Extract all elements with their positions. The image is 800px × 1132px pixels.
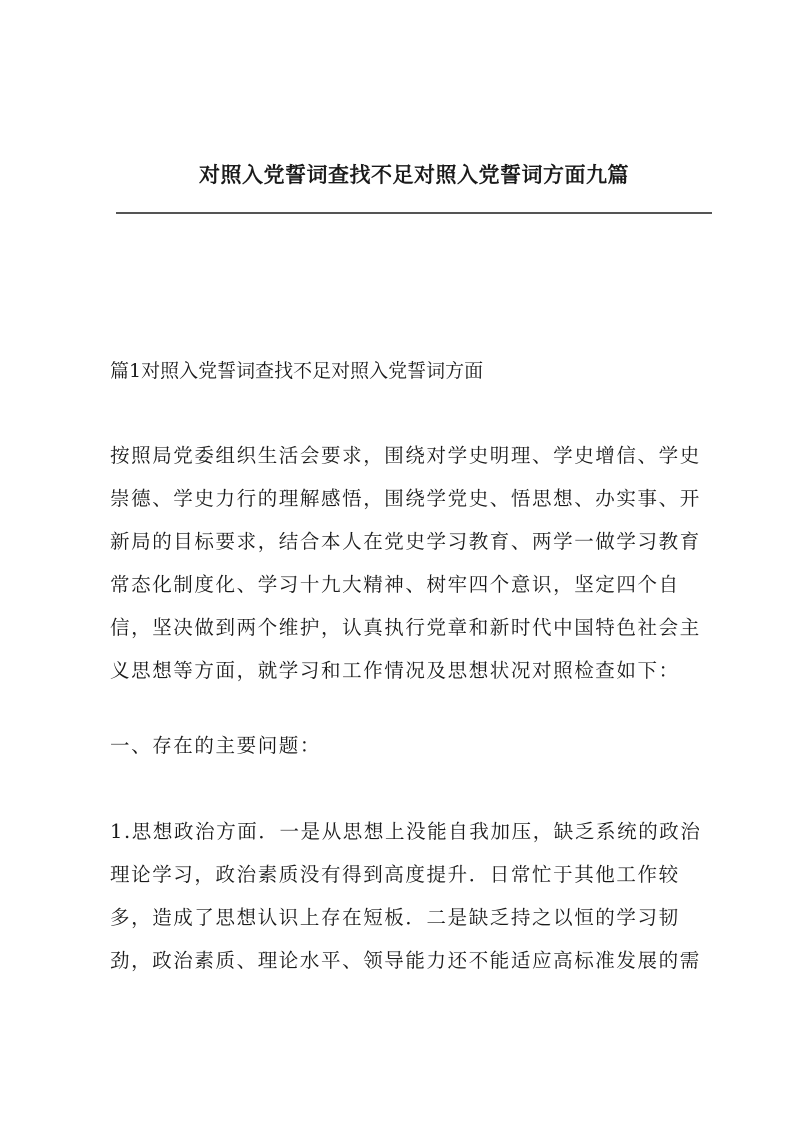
- section-heading: 篇1对照入党誓词查找不足对照入党誓词方面: [110, 360, 484, 382]
- subheading-main-problems: 一、存在的主要问题：: [110, 734, 322, 757]
- paragraph-line: 理论学习，政治素质没有得到高度提升．日常忙于其他工作较: [110, 863, 680, 886]
- title-underline-rule: [116, 212, 712, 214]
- paragraph-line: 崇德、学史力行的理解感悟，围绕学党史、悟思想、办实事、开: [110, 487, 701, 510]
- paragraph-line: 按照局党委组织生活会要求，围绕对学史明理、学史增信、学史: [110, 444, 701, 467]
- paragraph-line: 1.思想政治方面．一是从思想上没能自我加压，缺乏系统的政治: [110, 820, 702, 843]
- document-title: 对照入党誓词查找不足对照入党誓词方面九篇: [199, 162, 629, 187]
- paragraph-line: 劲，政治素质、理论水平、领导能力还不能适应高标准发展的需: [110, 949, 701, 972]
- paragraph-line: 信，坚决做到两个维护，认真执行党章和新时代中国特色社会主: [110, 616, 701, 639]
- paragraph-political-thought: [110, 810, 710, 982]
- paragraph-line: 多，造成了思想认识上存在短板．二是缺乏持之以恒的学习韧: [110, 906, 680, 929]
- paragraph-line: 常态化制度化、学习十九大精神、树牢四个意识，坚定四个自: [110, 573, 680, 596]
- paragraph-line: 新局的目标要求，结合本人在党史学习教育、两学一做学习教育: [110, 530, 701, 553]
- paragraph-intro: [110, 434, 710, 692]
- paragraph-line: 义思想等方面，就学习和工作情况及思想状况对照检查如下：: [110, 659, 680, 682]
